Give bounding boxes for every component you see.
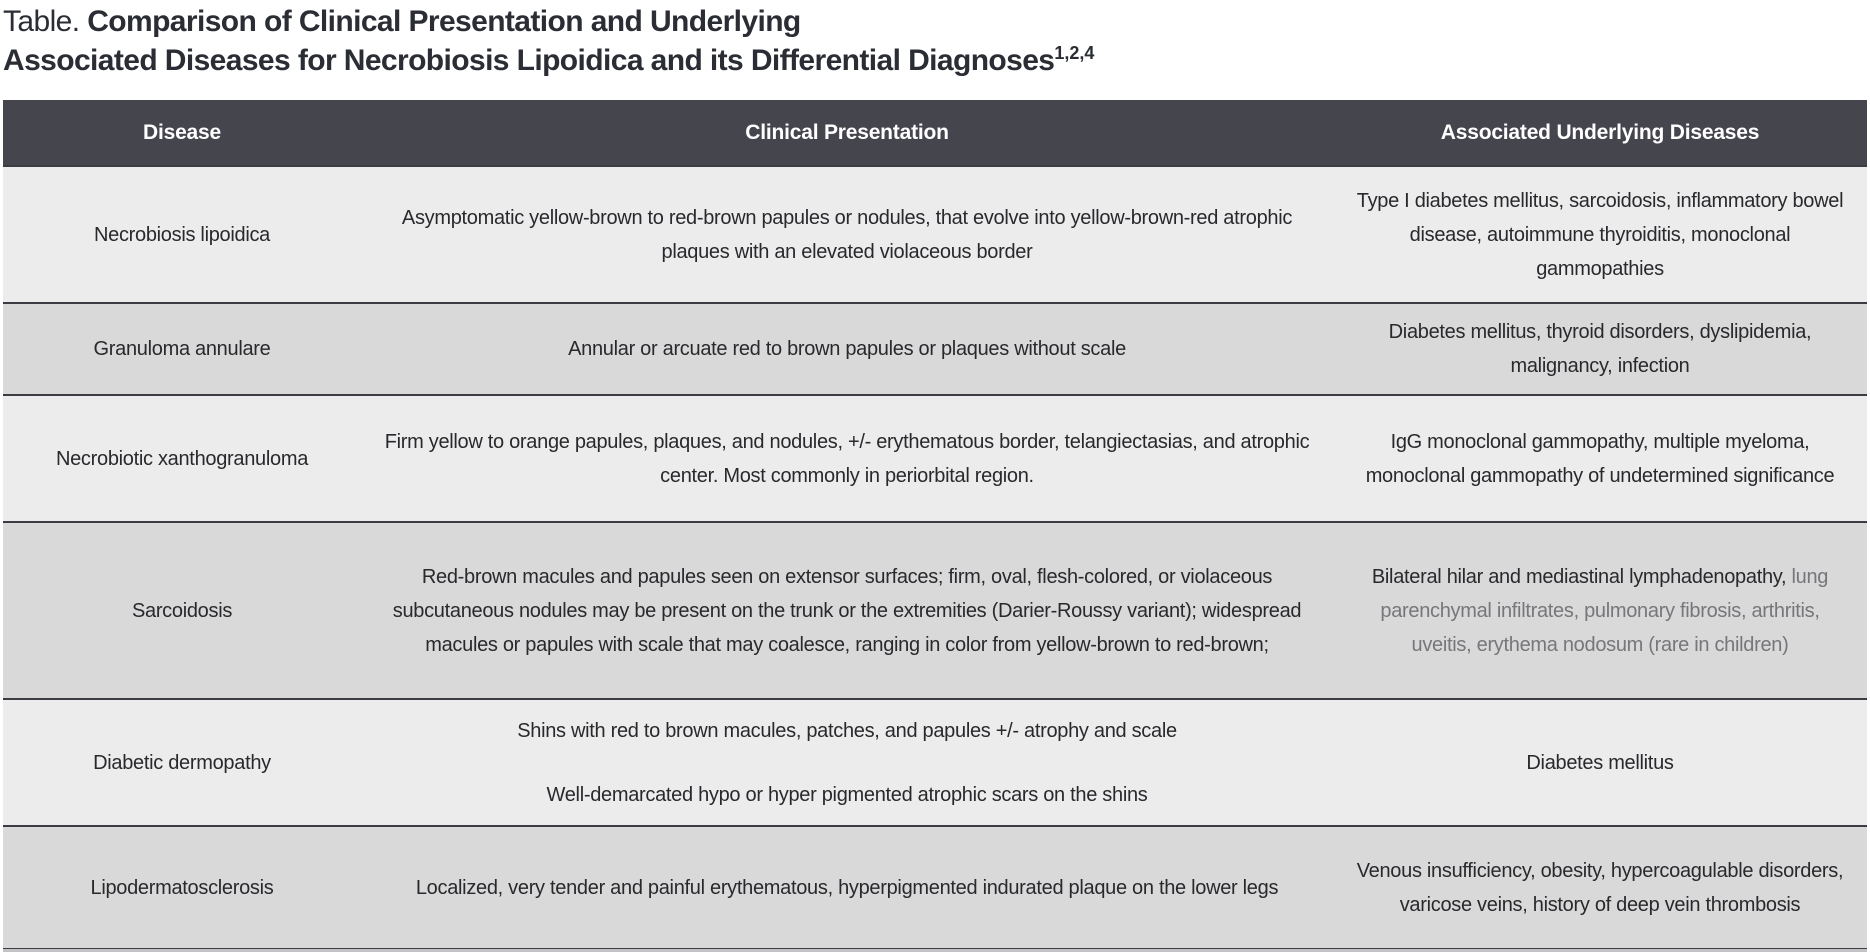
table-row-granuloma-annulare: [3, 302, 1867, 394]
clinical-presentation-cell: Annular or arcuate red to brown papules or plaques without scale: [568, 338, 1126, 360]
comparison-table: [3, 100, 1867, 952]
disease-cell: Granuloma annulare: [93, 338, 271, 360]
muted-associated-text: lung parenchymal infiltrates, pulmonary fibrosis, arthritis, uveitis, erythema nodosum (rare in children): [1380, 565, 1829, 656]
disease-cell: Lipodermatosclerosis: [90, 876, 274, 899]
caption-reference-superscript: 1,2,4: [1054, 43, 1095, 63]
clinical-presentation-cell: Red-brown macules and papules seen on extensor surfaces; firm, oval, flesh-colored, or violaceous subcutaneous nodules may be present on the trunk or the extremities (Darier-Roussy variant); widespread macules or papules with scale that may coalesce, ranging in color from yellow-brown to red-brown;: [392, 565, 1302, 656]
caption-title-part-1: Comparison of Clinical Presentation and Underlying: [87, 5, 801, 38]
disease-cell: Sarcoidosis: [131, 599, 233, 622]
table-row-diabetic-dermopathy: [3, 698, 1867, 825]
associated-diseases-cell: Diabetes mellitus: [1526, 751, 1674, 774]
associated-diseases-cell: Venous insufficiency, obesity, hypercoagulable disorders, varicose veins, history of deep vein thrombosis: [1356, 859, 1844, 916]
associated-diseases-cell: IgG monoclonal gammopathy, multiple myeloma, monoclonal gammopathy of undetermined significance: [1365, 430, 1835, 487]
column-header-clinical-presentation: Clinical Presentation: [745, 120, 949, 144]
table-row-lipodermatosclerosis: [3, 825, 1867, 948]
table-row-sarcoidosis: [3, 521, 1867, 698]
caption-title-part-2: Associated Diseases for Necrobiosis Lipoidica and its Differential Diagnoses: [3, 44, 1055, 77]
table-caption: [3, 2, 1603, 80]
associated-diseases-cell: Bilateral hilar and mediastinal lymphadenopathy, lung parenchymal infiltrates, pulmonary fibrosis, arthritis, uveitis, erythema nodosum (rare in children): [1371, 565, 1829, 656]
disease-cell: Necrobiosis lipoidica: [93, 223, 270, 246]
associated-diseases-cell: Diabetes mellitus, thyroid disorders, dyslipidemia, malignancy, infection: [1388, 321, 1812, 377]
clinical-presentation-cell: Firm yellow to orange papules, plaques, and nodules, +/- erythematous border, telangiectasias, and atrophic center. Most commonly in periorbital region.: [384, 430, 1310, 487]
associated-diseases-cell: Type I diabetes mellitus, sarcoidosis, inflammatory bowel disease, autoimmune thyroiditis, monoclonal gammopathies: [1356, 189, 1844, 280]
caption-line-1: [3, 2, 1603, 41]
table-row-necrobiosis-lipoidica: [3, 165, 1867, 302]
disease-cell: Necrobiotic xanthogranuloma: [55, 447, 309, 470]
table-row-necrobiotic-xanthogranuloma: [3, 394, 1867, 521]
clinical-presentation-cell: Asymptomatic yellow-brown to red-brown papules or nodules, that evolve into yellow-brown-red atrophic plaques with an elevated violaceous border: [401, 206, 1293, 263]
disease-cell: Diabetic dermopathy: [93, 751, 271, 774]
clinical-presentation-cell: Shins with red to brown macules, patches, and papules +/- atrophy and scale Well-demarcated hypo or hyper pigmented atrophic scars on the shins: [517, 719, 1177, 806]
caption-line-2: [3, 41, 1603, 80]
column-header-associated-underlying-diseases: Associated Underlying Diseases: [1440, 120, 1760, 144]
caption-prefix: Table.: [3, 5, 80, 38]
column-header-disease: Disease: [143, 120, 221, 144]
table-header-row: [3, 100, 1867, 165]
clinical-presentation-cell: Localized, very tender and painful erythematous, hyperpigmented indurated plaque on the lower legs: [415, 876, 1279, 899]
